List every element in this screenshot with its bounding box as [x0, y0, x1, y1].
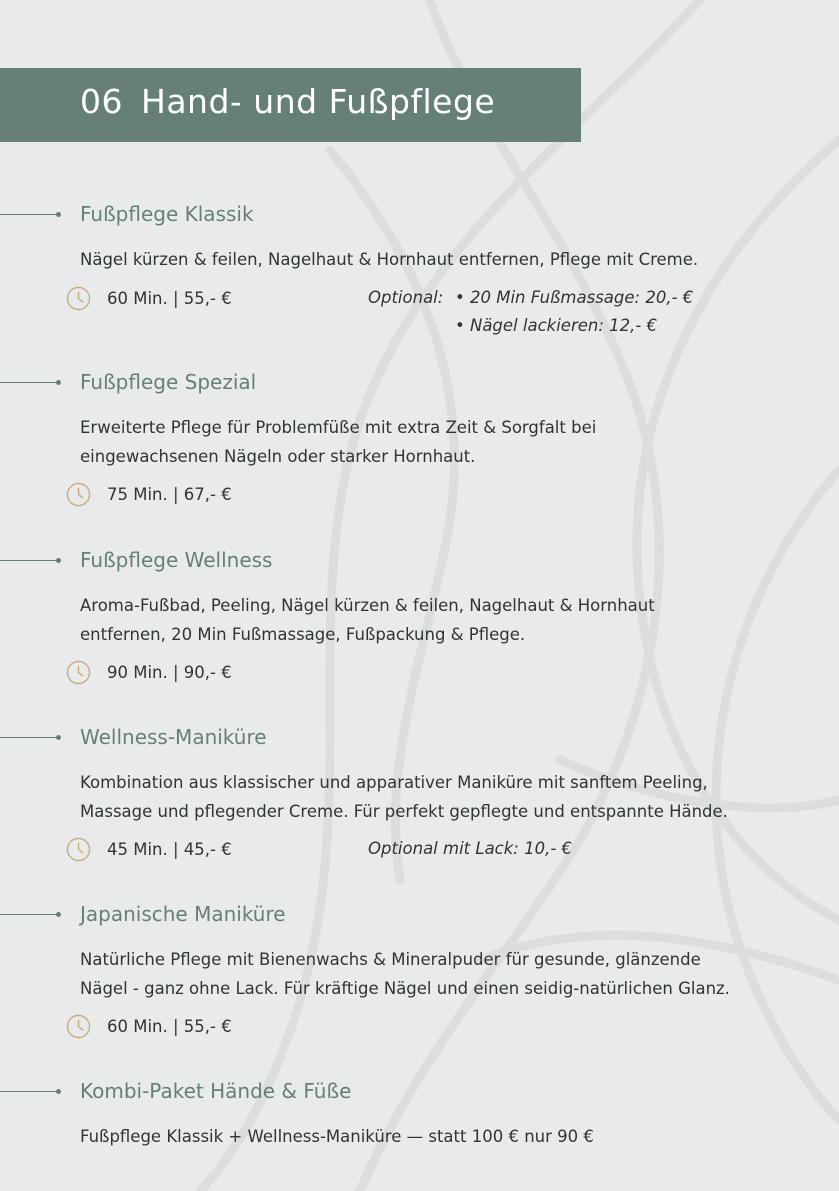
service-title: Kombi-Paket Hände & Füße: [80, 1079, 352, 1103]
service-meta: [66, 835, 232, 863]
clock-icon: [66, 286, 91, 311]
clock-icon: [66, 1014, 91, 1039]
service-title: Fußpflege Wellness: [80, 548, 273, 572]
service-description: [80, 414, 800, 471]
description-line: entfernen, 20 Min Fußmassage, Fußpackung & Pflege.: [80, 624, 526, 644]
description-line: Fußpflege Klassik + Wellness-Maniküre — statt 100 € nur 90 €: [80, 1127, 594, 1146]
optional-note: Optional mit Lack: 10,- €: [368, 839, 573, 858]
optional-item: • 20 Min Fußmassage: 20,- €: [455, 288, 694, 307]
service-meta: [66, 658, 232, 686]
duration-price: 75 Min. | 67,- €: [107, 484, 232, 504]
description-line: eingewachsenen Nägeln oder starker Hornhaut.: [80, 446, 476, 466]
optional-item: • Nägel lackieren: 12,- €: [455, 316, 658, 335]
section-marker-line: [0, 914, 58, 915]
service-title: Fußpflege Spezial: [80, 370, 257, 394]
service-meta: [66, 284, 232, 312]
description-line: Massage und pflegender Creme. Für perfekt gepflegte und entspannte Hände.: [80, 801, 728, 821]
description-line: Erweiterte Pflege für Problemfüße mit extra Zeit & Sorgfalt bei: [80, 418, 597, 437]
service-description: [80, 769, 800, 826]
section-marker-line: [0, 382, 58, 383]
clock-icon: [66, 837, 91, 862]
clock-icon: [66, 660, 91, 685]
description-line: Kombination aus klassischer und apparativer Maniküre mit sanftem Peeling,: [80, 773, 708, 792]
section-header: [0, 68, 581, 142]
service-description: [80, 946, 800, 1003]
duration-price: 45 Min. | 45,- €: [107, 839, 232, 859]
section-title: Hand- und Fußpflege: [141, 82, 496, 121]
service-meta: [66, 480, 232, 508]
description-line: Aroma-Fußbad, Peeling, Nägel kürzen & feilen, Nagelhaut & Hornhaut: [80, 596, 655, 615]
clock-icon: [66, 482, 91, 507]
section-marker-line: [0, 737, 58, 738]
service-title: Japanische Maniküre: [80, 902, 286, 926]
duration-price: 60 Min. | 55,- €: [107, 288, 232, 308]
service-title: Fußpflege Klassik: [80, 202, 254, 226]
service-meta: [66, 1012, 232, 1040]
section-marker-line: [0, 560, 58, 561]
duration-price: 60 Min. | 55,- €: [107, 1016, 232, 1036]
description-line: Natürliche Pflege mit Bienenwachs & Mineralpuder für gesunde, glänzende: [80, 950, 701, 969]
section-marker-line: [0, 214, 58, 215]
service-description: [80, 246, 800, 275]
description-line: Nägel kürzen & feilen, Nagelhaut & Hornhaut entfernen, Pflege mit Creme.: [80, 250, 699, 269]
service-description: [80, 1123, 800, 1152]
description-line: Nägel - ganz ohne Lack. Für kräftige Nägel und einen seidig-natürlichen Glanz.: [80, 978, 730, 998]
section-number: 06: [80, 82, 123, 121]
service-description: [80, 592, 800, 649]
optional-list: [455, 284, 693, 340]
duration-price: 90 Min. | 90,- €: [107, 662, 232, 682]
optional-label: Optional:: [368, 288, 444, 307]
section-marker-line: [0, 1091, 58, 1092]
page-title: [80, 82, 495, 121]
service-title: Wellness-Maniküre: [80, 725, 267, 749]
